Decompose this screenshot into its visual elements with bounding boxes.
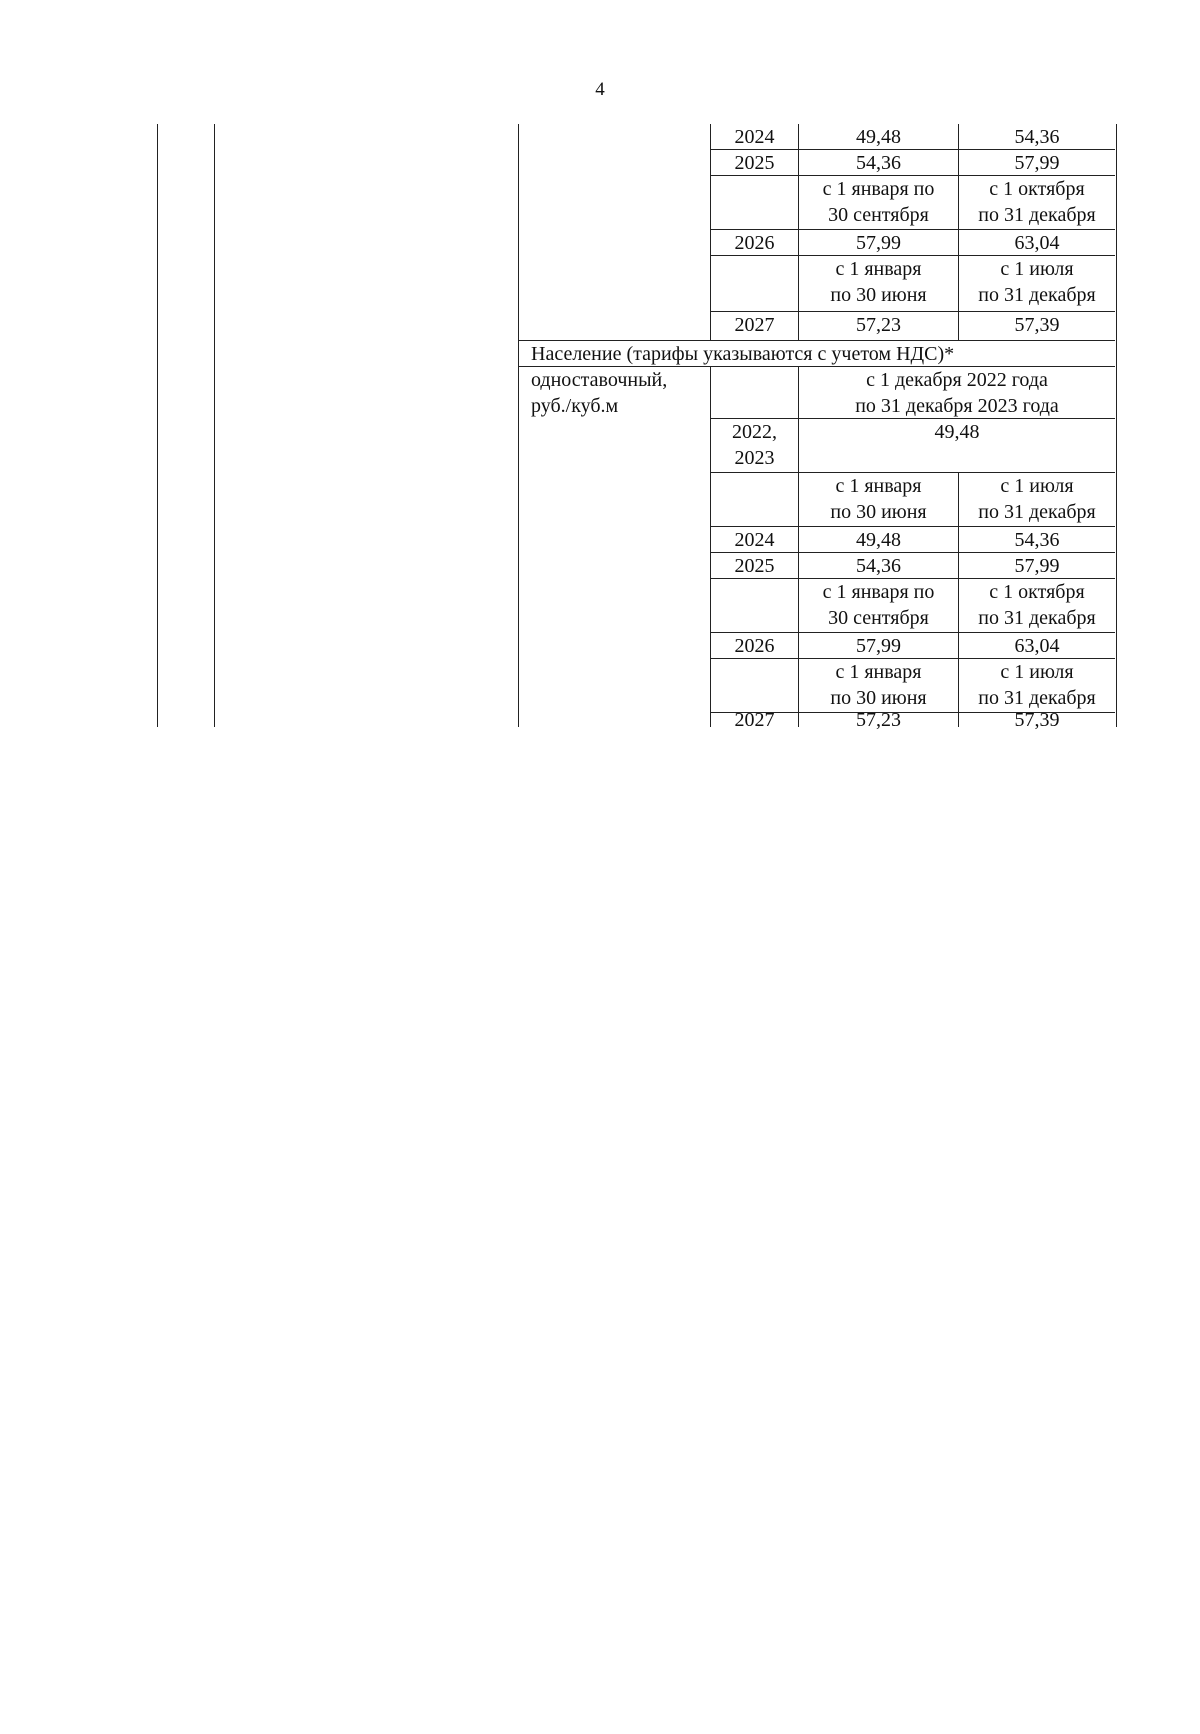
- period-label: с 1 октября по 31 декабря: [959, 176, 1115, 230]
- tariff-detail-cell: [519, 124, 1117, 731]
- tariff-type-cell: одноставочный, руб./куб.м: [519, 367, 711, 727]
- year-cell: 2026: [711, 230, 799, 256]
- tariff-table: [157, 124, 1117, 731]
- year-cell: 2027: [711, 713, 799, 727]
- period-label: с 1 января по 30 сентября: [799, 176, 959, 230]
- year-cell: 2026: [711, 633, 799, 659]
- empty-year-cell: [711, 176, 799, 230]
- tariff-type-cell: [519, 124, 711, 340]
- tariff-value: 49,48: [799, 124, 959, 150]
- tariff-value: 57,23: [799, 312, 959, 340]
- tariff-value: 54,36: [959, 124, 1115, 150]
- period-label: с 1 октября по 31 декабря: [959, 579, 1115, 633]
- empty-year-cell: [711, 367, 799, 419]
- tariff-value: 57,99: [799, 230, 959, 256]
- tariff-value: 54,36: [799, 150, 959, 176]
- empty-year-cell: [711, 579, 799, 633]
- period-label: с 1 января по 30 июня: [799, 473, 959, 527]
- tariff-value: 57,99: [959, 150, 1115, 176]
- tariff-value: 57,99: [799, 633, 959, 659]
- period-label: с 1 декабря 2022 года по 31 декабря 2023 года: [799, 367, 1115, 419]
- table-row: [157, 124, 1117, 731]
- period-label: с 1 января по 30 июня: [799, 659, 959, 713]
- tariff-value: 54,36: [959, 527, 1115, 553]
- tariff-value: 54,36: [799, 553, 959, 579]
- year-cell: 2024: [711, 527, 799, 553]
- population-header: Население (тарифы указываются с учетом НДС)*: [519, 340, 1115, 367]
- tariff-block: [519, 124, 1115, 340]
- year-cell: 2027: [711, 312, 799, 340]
- period-label: с 1 июля по 31 декабря: [959, 659, 1115, 713]
- organization-cell: [215, 124, 519, 727]
- empty-year-cell: [711, 256, 799, 312]
- year-cell: 2022, 2023: [711, 419, 799, 473]
- period-label: с 1 июля по 31 декабря: [959, 473, 1115, 527]
- period-label: с 1 января по 30 июня: [799, 256, 959, 312]
- year-cell: 2025: [711, 553, 799, 579]
- tariff-value: 49,48: [799, 419, 1115, 473]
- year-cell: 2024: [711, 124, 799, 150]
- tariff-value: 57,39: [1014, 709, 1060, 731]
- number-cell: [157, 124, 215, 727]
- empty-year-cell: [711, 659, 799, 713]
- tariff-value: 63,04: [959, 633, 1115, 659]
- period-label: с 1 июля по 31 декабря: [959, 256, 1115, 312]
- tariff-value: 57,39: [1014, 314, 1060, 336]
- page-number: 4: [595, 79, 605, 100]
- period-label: с 1 января по 30 сентября: [799, 579, 959, 633]
- empty-year-cell: [711, 473, 799, 527]
- tariff-block: [519, 367, 1115, 731]
- year-cell: 2025: [711, 150, 799, 176]
- tariff-value: 49,48: [799, 527, 959, 553]
- tariff-value: 57,23: [799, 713, 959, 727]
- tariff-value: 63,04: [959, 230, 1115, 256]
- tariff-value: 57,99: [959, 553, 1115, 579]
